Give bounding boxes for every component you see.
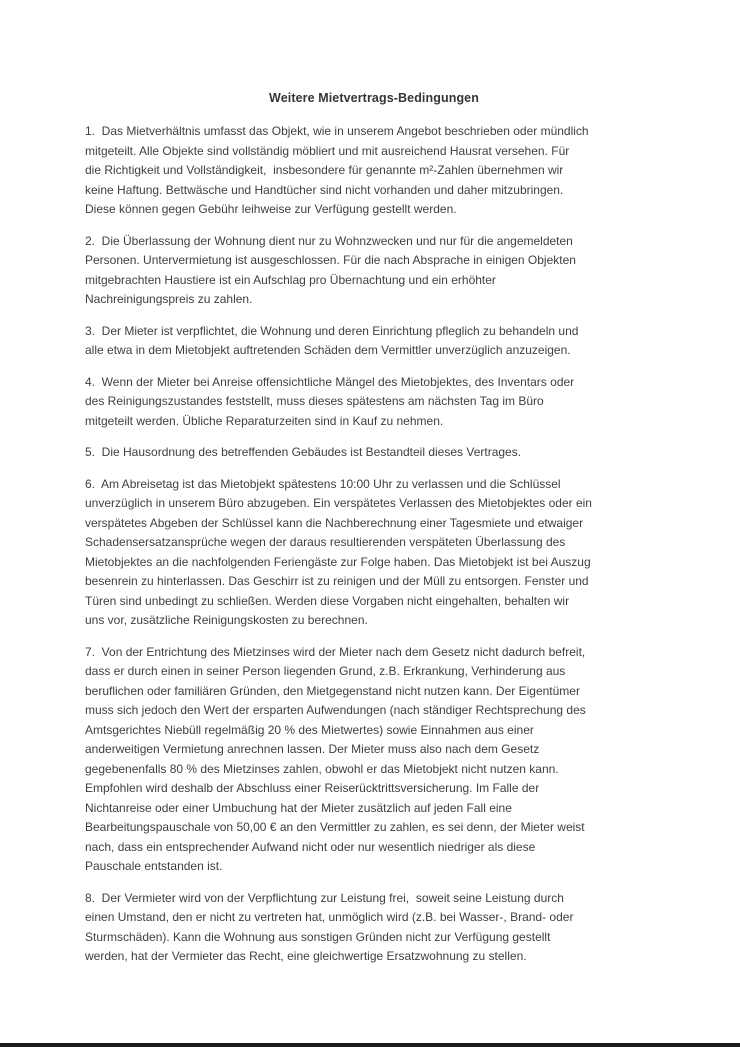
paragraph-line: gegebenenfalls 80 % des Mietzinses zahlen, obwohl er das Mietobjekt nicht nutzen kann. <box>85 761 559 776</box>
paragraph <box>85 889 663 967</box>
paragraph-line: Sturmschäden). Kann die Wohnung aus sonstigen Gründen nicht zur Verfügung gestellt <box>85 929 551 944</box>
paragraph-line: 7. Von der Entrichtung des Mietzinses wird der Mieter nach dem Gesetz nicht dadurch befreit, <box>85 644 586 659</box>
paragraph-line: 8. Der Vermieter wird von der Verpflichtung zur Leistung frei, soweit seine Leistung durch <box>85 890 564 905</box>
paragraph-line: Amtsgerichtes Niebüll regelmäßig 20 % des Mietwertes) sowie Einnahmen aus einer <box>85 722 534 737</box>
paragraph-line: die Richtigkeit und Vollständigkeit, insbesondere für genannte m²-Zahlen übernehmen wir <box>85 163 564 177</box>
paragraph-line: Empfohlen wird deshalb der Abschluss einer Reiserücktrittsversicherung. Im Falle der <box>85 781 540 795</box>
paragraph-line: nach, dass ein entsprechender Aufwand nicht oder nur wesentlich niedriger als diese <box>85 839 536 854</box>
paragraph-line: Diese können gegen Gebühr leihweise zur Verfügung gestellt werden. <box>85 202 457 216</box>
paragraph <box>85 643 663 877</box>
paragraph-line: muss sich jedoch den Wert der ersparten Aufwendungen (nach ständiger Rechtsprechung des <box>85 703 586 717</box>
paragraph-line: verspätetes Abgeben der Schlüssel kann die Nachberechnung einer Tagesmiete und etwaiger <box>85 515 584 530</box>
document-body <box>85 0 663 979</box>
paragraph-line: Personen. Untervermietung ist ausgeschlossen. Für die nach Absprache in einigen Objekten <box>85 253 576 267</box>
paragraph-line: mitgeteilt. Alle Objekte sind vollständig möbliert und mit ausreichend Hausrat versehen. Für <box>85 143 570 158</box>
paragraph-line: anderweitigen Vermietung anrechnen lassen. Der Mieter muss also nach dem Gesetz <box>85 742 540 756</box>
paragraph <box>85 475 663 631</box>
document-title: Weitere Mietvertrags-Bedingungen <box>269 91 479 105</box>
page-bottom-edge-line <box>0 1043 740 1047</box>
paragraph <box>85 122 663 220</box>
paragraph <box>85 322 663 361</box>
paragraph-line: Schadensersatzansprüche wegen der daraus resultierenden verspäteten Überlassung des <box>85 535 566 549</box>
paragraph-line: uns vor, zusätzliche Reinigungskosten zu berechnen. <box>85 613 368 627</box>
paragraph <box>85 232 663 310</box>
paragraph-line: werden, hat der Vermieter das Recht, eine gleichwertige Ersatzwohnung zu stellen. <box>85 949 527 963</box>
paragraph-line: Nachreinigungspreis zu zahlen. <box>85 292 253 306</box>
paragraph-line: 4. Wenn der Mieter bei Anreise offensichtliche Mängel des Mietobjektes, des Inventars oder <box>85 374 575 389</box>
paragraph-line: keine Haftung. Bettwäsche und Handtücher sind nicht vorhanden und daher mitzubringen. <box>85 182 564 197</box>
paragraph-line: Türen sind unbedingt zu schließen. Werden diese Vorgaben nicht eingehalten, behalten wir <box>85 593 570 608</box>
paragraph-line: mitgeteilt werden. Übliche Reparaturzeiten sind in Kauf zu nehmen. <box>85 413 444 428</box>
paragraph-line: unverzüglich in unserem Büro abzugeben. Ein verspätetes Verlassen des Mietobjektes oder ein <box>85 496 592 510</box>
paragraph-line: einen Umstand, den er nicht zu vertreten hat, unmöglich wird (z.B. bei Wasser-, Brand- oder <box>85 910 574 924</box>
paragraph <box>85 443 663 463</box>
paragraph-line: 1. Das Mietverhältnis umfasst das Objekt, wie in unserem Angebot beschrieben oder mündlich <box>85 124 589 138</box>
paragraph-line: 3. Der Mieter ist verpflichtet, die Wohnung und deren Einrichtung pfleglich zu behandeln und <box>85 323 579 338</box>
paragraph-line: Mietobjektes an die nachfolgenden Feriengäste zur Folge haben. Das Mietobjekt ist bei Auszug <box>85 554 591 569</box>
paragraph-line: dass er durch einen in seiner Person liegenden Grund, z.B. Erkrankung, Verhinderung aus <box>85 664 566 678</box>
paragraph-line: mitgebrachten Haustiere ist ein Aufschlag pro Übernachtung und ein erhöhter <box>85 272 496 287</box>
paragraph-line: alle etwa in dem Mietobjekt auftretenden Schäden dem Vermittler unverzüglich anzuzeigen. <box>85 343 571 357</box>
paragraph <box>85 373 663 432</box>
paragraph-line: besenrein zu hinterlassen. Das Geschirr ist zu reinigen und der Müll zu entsorgen. Fenster und <box>85 574 589 588</box>
paragraph-line: des Reinigungszustandes feststellt, muss dieses spätestens am nächsten Tag im Büro <box>85 394 544 408</box>
paragraph-line: Pauschale entstanden ist. <box>85 859 223 873</box>
paragraph-line: Bearbeitungspauschale von 50,00 € an den Vermittler zu zahlen, es sei denn, der Mieter weist <box>85 820 585 834</box>
paragraph-line: beruflichen oder familiären Gründen, den Mietgegenstand nicht nutzen kann. Der Eigentümer <box>85 683 580 698</box>
paragraphs <box>85 122 663 967</box>
paragraph-line: Nichtanreise oder einer Umbuchung hat der Mieter zusätzlich auf jeden Fall eine <box>85 800 512 815</box>
paragraph-line: 5. Die Hausordnung des betreffenden Gebäudes ist Bestandteil dieses Vertrages. <box>85 445 522 459</box>
paragraph-line: 6. Am Abreisetag ist das Mietobjekt spätestens 10:00 Uhr zu verlassen und die Schlüssel <box>85 476 561 491</box>
paragraph-line: 2. Die Überlassung der Wohnung dient nur zu Wohnzwecken und nur für die angemeldeten <box>85 233 573 248</box>
